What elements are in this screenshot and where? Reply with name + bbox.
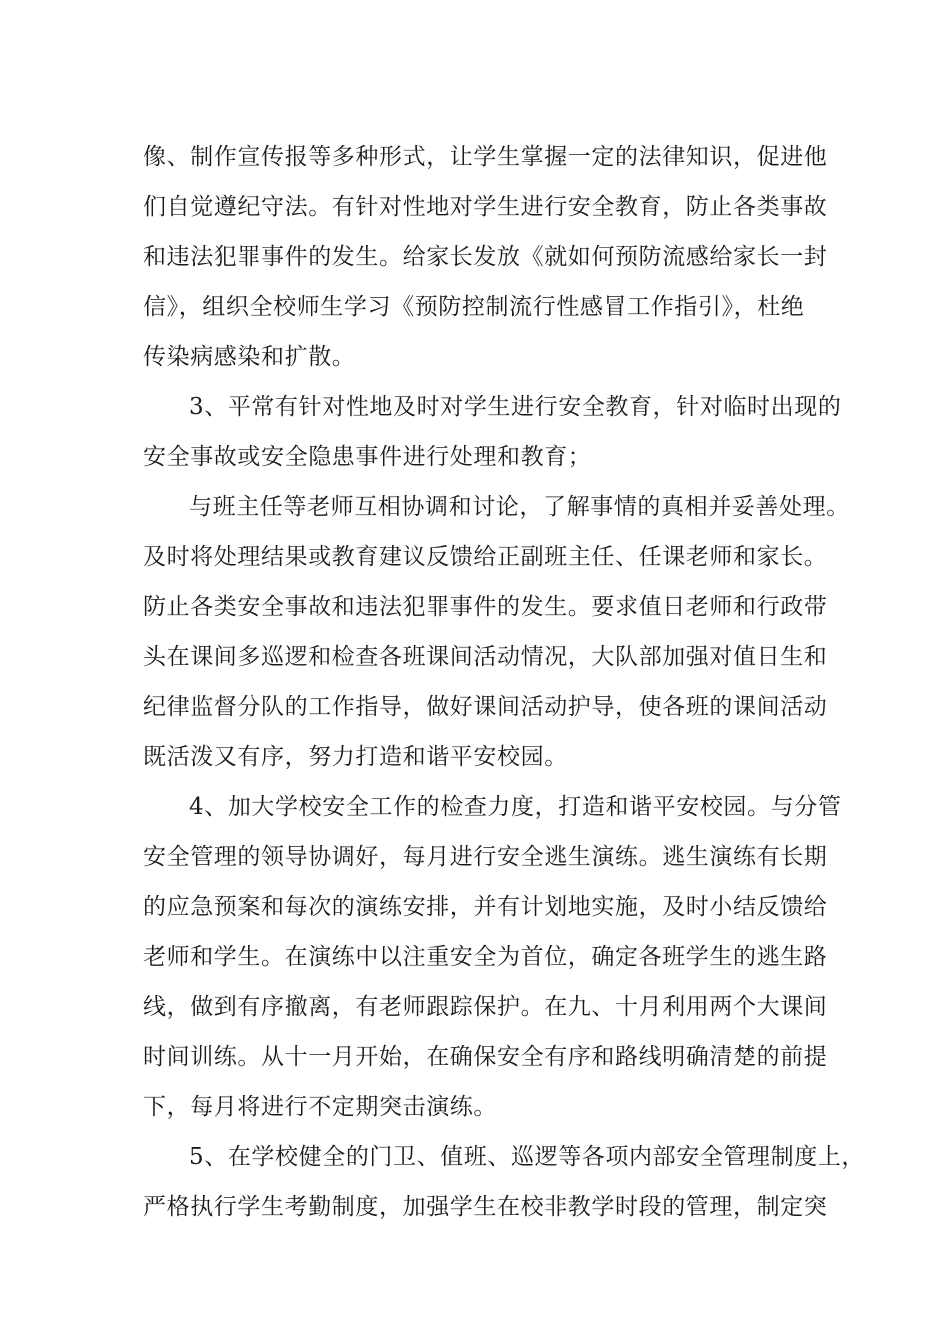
paragraph-4-start: 4、加大学校安全工作的检查力度，打造和谐平安校园。与分管 (189, 794, 842, 820)
paragraph-3-start: 3、平常有针对性地及时对学生进行安全教育，针对临时出现的 (189, 394, 842, 420)
text-line: 时间训练。从十一月开始，在确保安全有序和路线明确清楚的前提 (143, 1044, 828, 1070)
text-line: 传染病感染和扩散。 (143, 344, 356, 370)
text-line: 安全事故或安全隐患事件进行处理和教育； (143, 444, 592, 470)
text-line: 纪律监督分队的工作指导，做好课间活动护导，使各班的课间活动 (143, 694, 828, 720)
paragraph-5-start: 5、在学校健全的门卫、值班、巡逻等各项内部安全管理制度上， (189, 1144, 866, 1170)
text-line: 严格执行学生考勤制度，加强学生在校非教学时段的管理，制定突 (143, 1194, 828, 1220)
text-line: 信》，组织全校师生学习《预防控制流行性感冒工作指引》，杜绝 (143, 294, 805, 320)
text-line: 头在课间多巡逻和检查各班课间活动情况，大队部加强对值日生和 (143, 644, 828, 670)
document-body (143, 132, 866, 1232)
text-line: 下，每月将进行不定期突击演练。 (143, 1094, 497, 1120)
text-line: 防止各类安全事故和违法犯罪事件的发生。要求值日老师和行政带 (143, 594, 828, 620)
text-line: 的应急预案和每次的演练安排，并有计划地实施，及时小结反馈给 (143, 894, 828, 920)
text-line: 线，做到有序撤离，有老师跟踪保护。在九、十月利用两个大课间 (143, 994, 828, 1020)
text-line: 老师和学生。在演练中以注重安全为首位，确定各班学生的逃生路 (143, 944, 828, 970)
text-line: 们自觉遵纪守法。有针对性地对学生进行安全教育，防止各类事故 (143, 194, 828, 220)
paragraph-start: 与班主任等老师互相协调和讨论，了解事情的真相并妥善处理。 (189, 494, 850, 520)
text-line: 和违法犯罪事件的发生。给家长发放《就如何预防流感给家长一封 (143, 244, 828, 270)
text-line: 像、制作宣传报等多种形式，让学生掌握一定的法律知识，促进他 (143, 144, 828, 170)
text-line: 安全管理的领导协调好，每月进行安全逃生演练。逃生演练有长期 (143, 844, 828, 870)
text-line: 既活泼又有序，努力打造和谐平安校园。 (143, 744, 568, 770)
text-line: 及时将处理结果或教育建议反馈给正副班主任、任课老师和家长。 (143, 544, 828, 570)
